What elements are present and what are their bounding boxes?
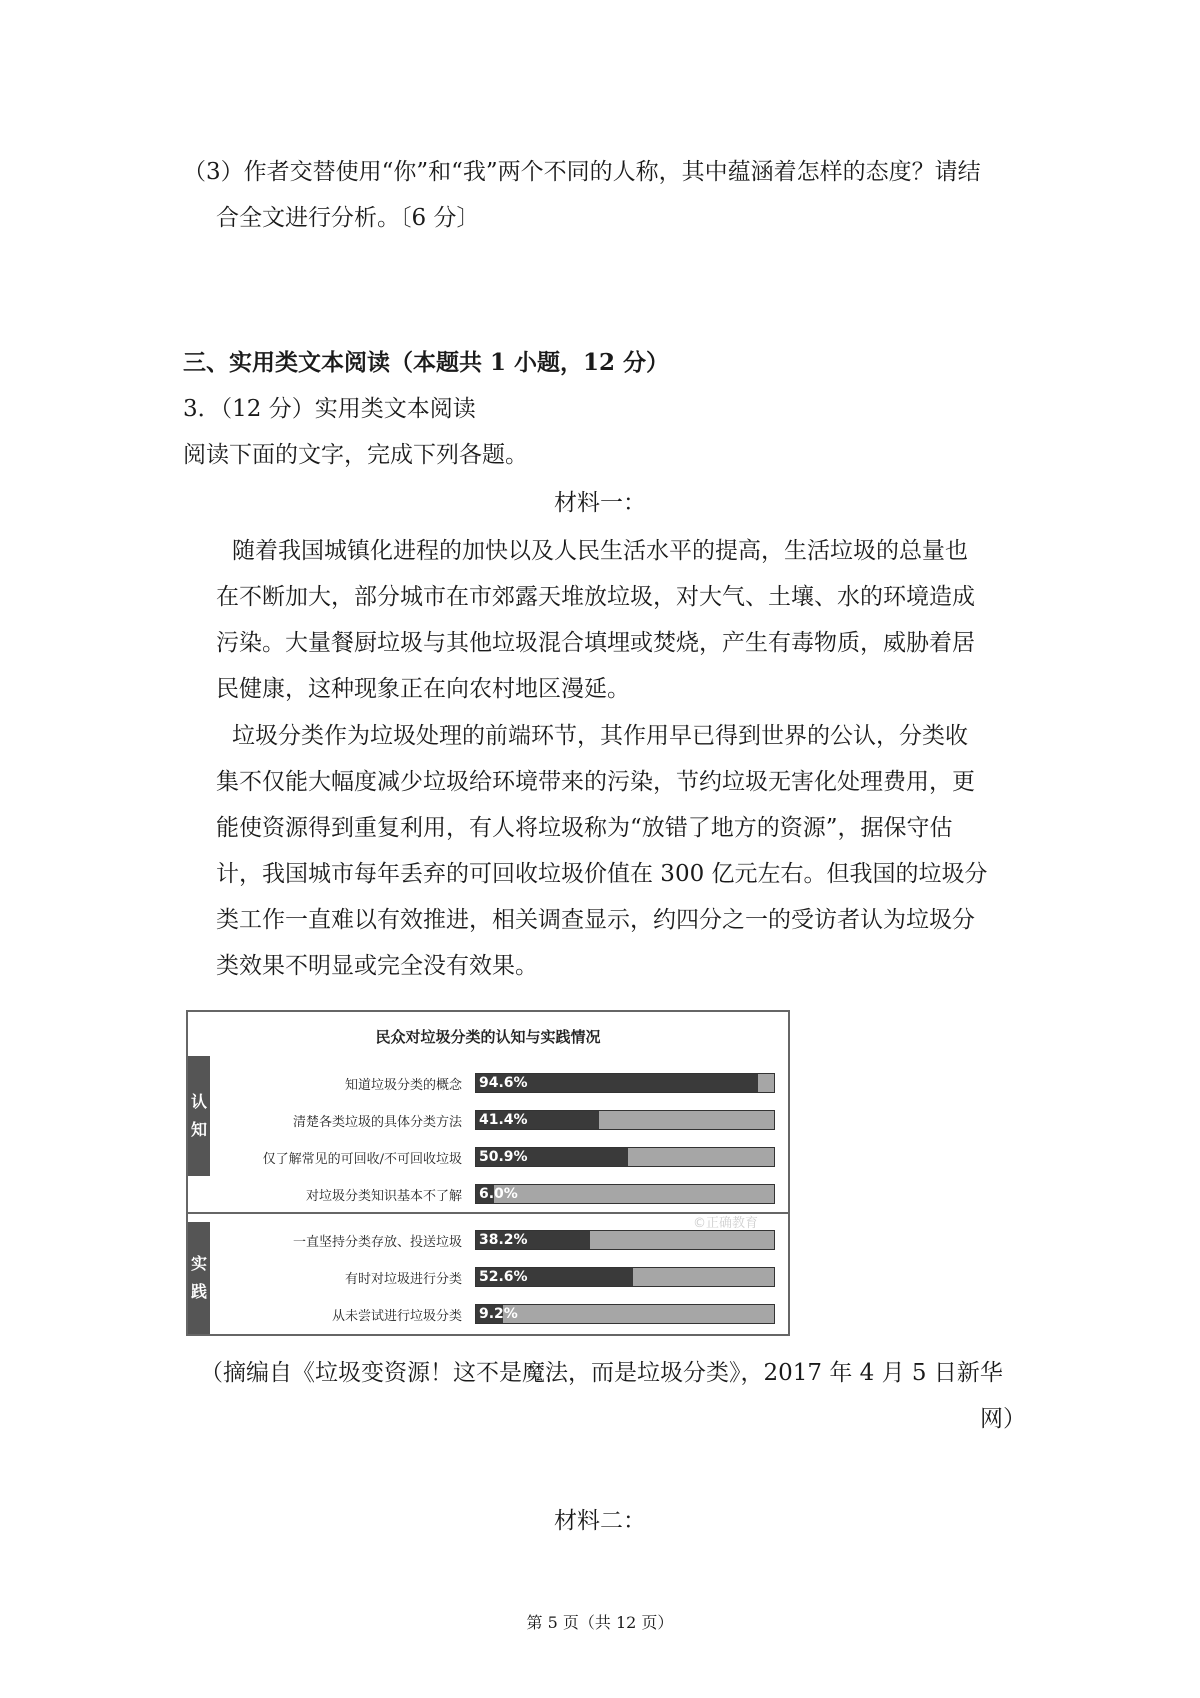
source-line-1: （摘编自《垃圾变资源！这不是魔法，而是垃圾分类》，2017 年 4 月 5 日新华 (200, 1360, 1003, 1386)
watermark: ©正确教育 (693, 1216, 759, 1231)
section-heading: 三、实用类文本阅读（本题共 1 小题，12 分） (183, 349, 670, 376)
group-label-practice (188, 1222, 210, 1334)
group-label-practice-char (191, 1250, 207, 1306)
bar-category-label: 对垃圾分类知识基本不了解 (305, 1189, 462, 1204)
page-footer: 第 5 页（共 12 页） (526, 1613, 674, 1632)
bar-category-label: 清楚各类垃圾的具体分类方法 (292, 1115, 462, 1130)
paragraph-line: 能使资源得到重复利用，有人将垃圾称为“放错了地方的资源”，据保守估 (216, 815, 953, 841)
paragraph-line: 随着我国城镇化进程的加快以及人民生活水平的提高，生活垃圾的总量也 (232, 538, 968, 564)
question-3-line-1: （3）作者交替使用“你”和“我”两个不同的人称，其中蕴涵着怎样的态度？请结 (183, 159, 981, 185)
instruction: 阅读下面的文字，完成下列各题。 (183, 442, 528, 468)
paragraph-line: 垃圾分类作为垃圾处理的前端环节，其作用早已得到世界的公认，分类收 (232, 723, 968, 749)
bar-track (475, 1230, 775, 1250)
bar-category-label: 有时对垃圾进行分类 (344, 1272, 462, 1287)
awareness-practice-chart (186, 1010, 790, 1336)
chart-title: 民众对垃圾分类的认知与实践情况 (375, 1028, 601, 1046)
paragraph-line: 在不断加大，部分城市在市郊露天堆放垃圾，对大气、土壤、水的环境造成 (216, 584, 975, 610)
material-1-title: 材料一： (554, 490, 646, 516)
group-label-awareness (188, 1056, 210, 1176)
material-2-title: 材料二： (554, 1508, 646, 1534)
bar-value-label: 9.2% (479, 1306, 518, 1322)
bar-category-label: 一直坚持分类存放、投送垃圾 (292, 1235, 462, 1250)
question-3-line-2: 合全文进行分析。〔6 分〕 (216, 205, 480, 231)
bar-value-label: 52.6% (479, 1269, 528, 1285)
paragraph-line: 集不仅能大幅度减少垃圾给环境带来的污染，节约垃圾无害化处理费用，更 (216, 769, 975, 795)
paragraph-line: 类工作一直难以有效推进，相关调查显示，约四分之一的受访者认为垃圾分 (216, 907, 975, 933)
side-label-char: 知 (190, 1120, 207, 1139)
bar-value-label: 38.2% (479, 1232, 528, 1248)
bar-track (475, 1073, 775, 1093)
bar-value-label: 94.6% (479, 1075, 528, 1091)
source-line-2: 网） (980, 1406, 1026, 1432)
paragraph-line: 类效果不明显或完全没有效果。 (216, 953, 538, 979)
side-label-char: 践 (190, 1282, 207, 1301)
bar-value-label: 41.4% (479, 1112, 528, 1128)
bar-value-label: 50.9% (479, 1149, 528, 1165)
bar-track (475, 1147, 775, 1167)
bar-track (475, 1184, 775, 1204)
paragraph-line: 民健康，这种现象正在向农村地区漫延。 (216, 676, 630, 702)
paragraph-line: 污染。大量餐厨垃圾与其他垃圾混合填埋或焚烧，产生有毒物质，威胁着居 (216, 630, 975, 656)
bar-track (475, 1304, 775, 1324)
bar-category-label: 知道垃圾分类的概念 (344, 1078, 462, 1093)
bar-category-label: 从未尝试进行垃圾分类 (331, 1309, 462, 1324)
side-label-char: 实 (190, 1254, 207, 1273)
side-label-char: 认 (190, 1092, 207, 1111)
bar-track (475, 1267, 775, 1287)
question-number: 3．（12 分）实用类文本阅读 (183, 396, 476, 422)
bar-value-label: 6.0% (479, 1186, 518, 1202)
bar-track (475, 1110, 775, 1130)
group-label-awareness-char (191, 1088, 207, 1144)
bar-category-label: 仅了解常见的可回收/不可回收垃圾 (262, 1152, 462, 1167)
paragraph-line: 计，我国城市每年丢弃的可回收垃圾价值在 300 亿元左右。但我国的垃圾分 (216, 861, 988, 887)
